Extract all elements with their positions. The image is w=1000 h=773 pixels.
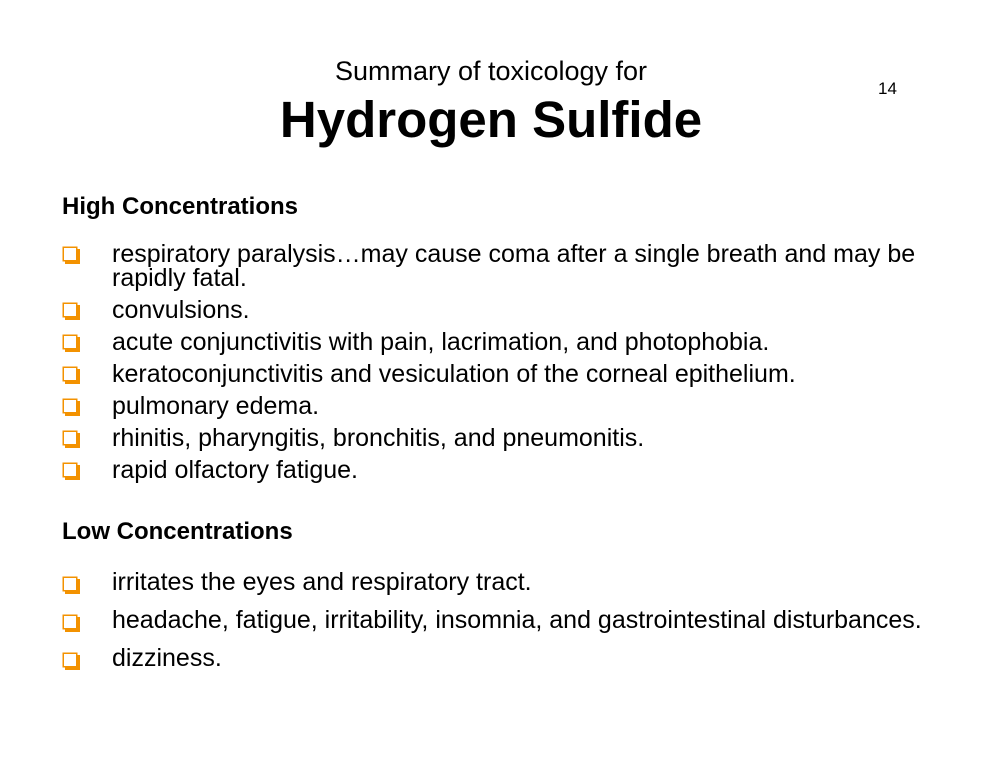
checkbox-bullet-icon [62,301,81,320]
list-item-text: headache, fatigue, irritability, insomnia, and gastrointestinal disturbances. [112,606,922,634]
list-item [62,362,952,386]
list-item [62,567,952,597]
list-item-text: convulsions. [112,296,250,324]
checkbox-bullet-icon [62,245,81,264]
slide-subtitle: Summary of toxicology for [334,56,648,86]
slide-title: Hydrogen Sulfide [279,91,703,148]
list-item-text: rhinitis, pharyngitis, bronchitis, and pneumonitis. [112,424,645,452]
checkbox-bullet-icon [62,333,81,352]
checkbox-bullet-icon [62,610,81,629]
list-item [62,330,952,354]
page-number: 14 [878,79,897,98]
list-item [62,605,952,635]
list-item [62,458,952,482]
list-item-text: rapid olfactory fatigue. [112,456,358,484]
checkbox-bullet-icon [62,429,81,448]
list-item [62,426,952,450]
list-item-text: keratoconjunctivitis and vesiculation of the corneal epithelium. [112,360,796,388]
checkbox-bullet-icon [62,648,81,667]
list-item-text: acute conjunctivitis with pain, lacrimation, and photophobia. [112,328,770,356]
list-item-text: pulmonary edema. [112,392,320,420]
checkbox-bullet-icon [62,397,81,416]
list-item [62,242,952,290]
checkbox-bullet-icon [62,365,81,384]
bullet-list-high [62,242,952,490]
list-item [62,643,952,673]
checkbox-bullet-icon [62,461,81,480]
list-item [62,394,952,418]
list-item [62,298,952,322]
section-heading-low: Low Concentrations [62,518,293,545]
bullet-list-low [62,567,952,681]
list-item-text: dizziness. [112,644,222,672]
checkbox-bullet-icon [62,572,81,591]
list-item-text: respiratory paralysis…may cause coma after a single breath and may be rapidly fatal. [112,240,916,292]
list-item-text: irritates the eyes and respiratory tract. [112,568,532,596]
section-heading-high: High Concentrations [62,193,299,220]
